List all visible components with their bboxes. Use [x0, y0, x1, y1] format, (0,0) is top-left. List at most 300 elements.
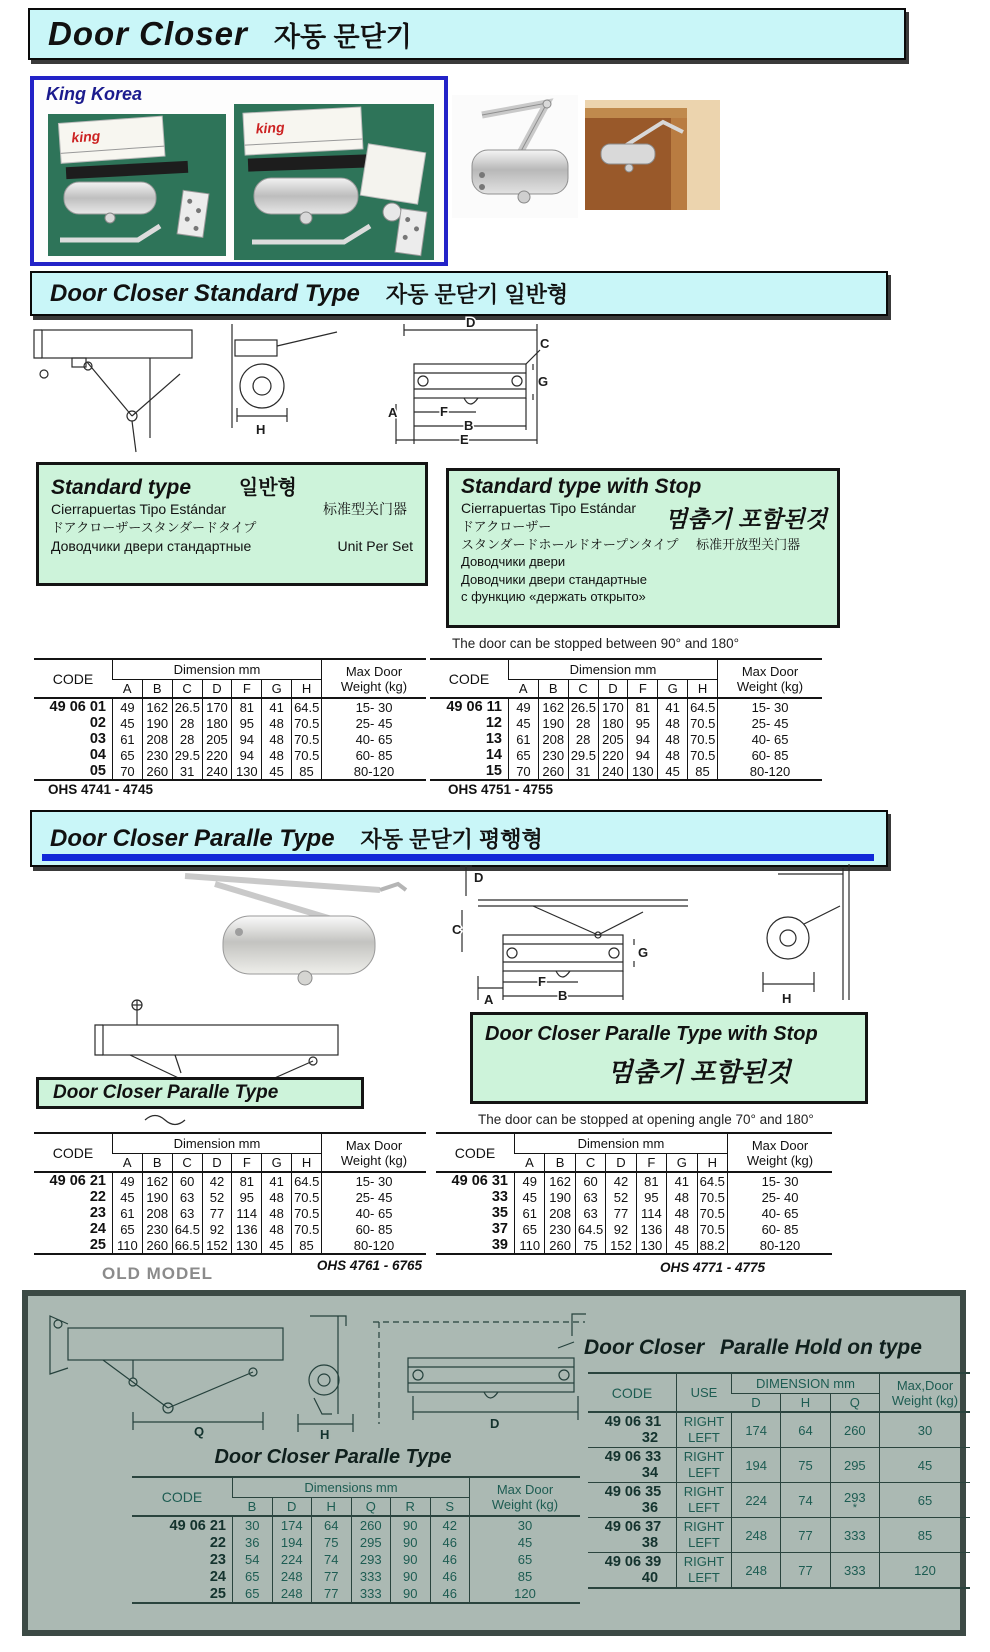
- dim-col-header: R: [391, 1498, 431, 1517]
- weight-header-line: Weight (kg): [891, 1392, 959, 1408]
- code-cell: 04: [89, 747, 106, 763]
- installed-closer-photo: [585, 100, 720, 210]
- dim-col-header: H: [697, 1154, 727, 1173]
- dim-cell: 81: [636, 1172, 666, 1189]
- dim-cell: 90: [391, 1585, 431, 1603]
- dim-col-header: F: [232, 1154, 262, 1173]
- table-row: [588, 1553, 970, 1589]
- dim-cell: 230: [538, 747, 568, 763]
- dim-cell: 260: [142, 763, 172, 780]
- dim-cell: 77: [781, 1553, 830, 1589]
- dim-cell: 63: [172, 1205, 202, 1221]
- dim-label-b: B: [464, 418, 474, 433]
- dim-cell: 48: [262, 1221, 292, 1237]
- dim-col-header: D: [202, 1154, 232, 1173]
- table-row: [34, 1205, 426, 1221]
- dim-cell: 41: [262, 698, 292, 715]
- weight-cell: 60- 85: [718, 747, 823, 763]
- weight-header: [470, 1477, 581, 1516]
- dim-col-header: A: [515, 1154, 545, 1173]
- dim-cell: 70.5: [292, 1221, 322, 1237]
- dim-cell: 190: [538, 715, 568, 731]
- dim-cell: 162: [142, 698, 172, 715]
- dim-cell: 70.5: [292, 1205, 322, 1221]
- dim-cell: 136: [232, 1221, 262, 1237]
- code-line: 40: [641, 1570, 659, 1586]
- spec-table: [430, 658, 822, 781]
- dim-cell: 81: [232, 698, 262, 715]
- code-cell: 02: [89, 715, 106, 731]
- code-header: CODE: [430, 659, 509, 698]
- dim-cell: 65: [113, 1221, 143, 1237]
- code-header: CODE: [132, 1477, 233, 1516]
- use-line: LEFT: [688, 1535, 720, 1550]
- spanish-text: Cierrapuertas Tipo Estándar: [51, 501, 227, 517]
- dim-cell: 61: [113, 731, 143, 747]
- dim-cell: 70.5: [688, 747, 718, 763]
- weight-cell: 40- 65: [718, 731, 823, 747]
- dim-cell: 41: [667, 1172, 697, 1189]
- dim-cell: 31: [568, 763, 598, 780]
- dim-cell: 248: [272, 1585, 312, 1603]
- spec-table: [436, 1132, 832, 1255]
- dim-cell: 224: [272, 1551, 312, 1568]
- hold-on-spec-table: [588, 1372, 970, 1589]
- dim-cell: [830, 1412, 879, 1448]
- standard-box-line-ru: [51, 537, 413, 556]
- chinese-text: 标准开放型关门器: [696, 536, 801, 552]
- dim-cell: 75: [781, 1448, 830, 1483]
- dim-cell: 293: [351, 1551, 391, 1568]
- q-value: 293: [843, 1489, 866, 1505]
- dim-cell: 180: [598, 715, 628, 731]
- dim-col-header: D: [272, 1498, 312, 1517]
- dim-cell: 70.5: [697, 1189, 727, 1205]
- weight-header-line: Max Door: [496, 1481, 554, 1497]
- dim-cell: 190: [545, 1189, 575, 1205]
- weight-cell: 80-120: [718, 763, 823, 780]
- dim-cell: 333: [351, 1585, 391, 1603]
- dim-cell: 94: [628, 747, 658, 763]
- hold-on-title-2: Paralle Hold on type: [720, 1336, 922, 1359]
- russian-text: Доводчики двери стандартные: [51, 537, 252, 554]
- dim-cell: 88.2: [697, 1237, 727, 1254]
- dim-cell: 95: [636, 1189, 666, 1205]
- dim-col-header: B: [142, 1154, 172, 1173]
- dim-cell: 31: [172, 763, 202, 780]
- q-value: 295: [843, 1457, 866, 1473]
- code-cell: 33: [491, 1189, 508, 1205]
- product-kit-photo-2: [234, 104, 434, 260]
- table-row: [132, 1568, 580, 1585]
- dim-cell: 45: [113, 715, 143, 731]
- dim-cell: [830, 1448, 879, 1483]
- dim-cell: 208: [538, 731, 568, 747]
- dim-cell: 48: [262, 731, 292, 747]
- dim-cell: 48: [262, 1189, 292, 1205]
- dim-cell: 152: [606, 1237, 636, 1254]
- table-row: [588, 1412, 970, 1448]
- dim-cell: 70.5: [292, 715, 322, 731]
- standard-box-title: [51, 471, 413, 500]
- table-row: [132, 1585, 580, 1603]
- code-cell: [588, 1448, 677, 1483]
- dim-cell: 70.5: [688, 731, 718, 747]
- dimension-group-header: Dimension mm: [515, 1133, 728, 1154]
- paralle-type-title-bar: [36, 1077, 364, 1109]
- ohs-ref-paralle: OHS 4761 - 6765: [316, 1258, 422, 1273]
- table-row: [430, 747, 822, 763]
- weight-cell: 45: [880, 1448, 971, 1483]
- dim-cell: 64.5: [688, 698, 718, 715]
- dim-col-header: Q: [830, 1394, 879, 1413]
- dim-cell: 48: [658, 731, 688, 747]
- dim-cell: 49: [509, 698, 539, 715]
- q-note: *: [852, 1501, 857, 1514]
- table-row: [34, 763, 426, 780]
- dim-col-header: B: [142, 680, 172, 699]
- table-row: [588, 1483, 970, 1518]
- stop-box-line-ja2: [461, 536, 825, 554]
- dim-cell: 64.5: [172, 1221, 202, 1237]
- weight-header: [718, 659, 823, 698]
- ohs-ref-standard: OHS 4741 - 4745: [48, 782, 154, 797]
- dim-cell: 220: [598, 747, 628, 763]
- dim-cell: 77: [312, 1568, 352, 1585]
- dim-cell: 60: [172, 1172, 202, 1189]
- paralle-stop-korean: 멈춤기 포함된것: [607, 1057, 791, 1087]
- door-closer-photo: [452, 95, 578, 218]
- dim-cell: 162: [538, 698, 568, 715]
- table-row: [34, 698, 426, 715]
- use-line: LEFT: [688, 1570, 720, 1585]
- dim-cell: 295: [351, 1534, 391, 1551]
- dim-cell: 162: [142, 1172, 172, 1189]
- stop-box-title: Standard type with Stop: [461, 475, 702, 498]
- paralle-door-diagram: [85, 995, 355, 1130]
- code-cell: 05: [89, 763, 106, 779]
- dim-cell: 60: [575, 1172, 605, 1189]
- dim-col-header: D: [732, 1394, 781, 1413]
- dim-cell: 95: [232, 715, 262, 731]
- table-row: [430, 731, 822, 747]
- dim-cell: 45: [515, 1189, 545, 1205]
- dim-cell: 152: [202, 1237, 232, 1254]
- dim-cell: 29.5: [172, 747, 202, 763]
- dim-cell: 174: [272, 1516, 312, 1534]
- dim-cell: 65: [233, 1585, 273, 1603]
- dim-cell: [830, 1518, 879, 1553]
- spec-table: [34, 658, 426, 781]
- table-row: [430, 763, 822, 780]
- use-cell: [677, 1412, 732, 1448]
- dim-col-header: G: [658, 680, 688, 699]
- standard-box-title-ko: 일반형: [238, 477, 297, 499]
- dim-cell: 61: [509, 731, 539, 747]
- dim-cell: 77: [312, 1585, 352, 1603]
- dim-col-header: A: [113, 680, 143, 699]
- paralle-stop-spec-table: [436, 1132, 832, 1255]
- dim-cell: 194: [732, 1448, 781, 1483]
- dim-cell: 64.5: [575, 1221, 605, 1237]
- code-cell: 49 06 11: [446, 699, 502, 715]
- weight-cell: 40- 65: [728, 1205, 833, 1221]
- kit-photo-1-art: [48, 114, 226, 256]
- table-row: [132, 1551, 580, 1568]
- dim-cell: 94: [628, 731, 658, 747]
- dim-cell: 46: [430, 1551, 470, 1568]
- dim-cell: 170: [202, 698, 232, 715]
- dim-cell: 248: [732, 1518, 781, 1553]
- weight-cell: 120: [470, 1585, 581, 1603]
- dimension-group-header: Dimensions mm: [233, 1477, 470, 1498]
- dim-label-f: F: [538, 974, 546, 989]
- paralle-type-title: Door Closer Paralle Type: [53, 1082, 279, 1103]
- dim-cell: 260: [538, 763, 568, 780]
- old-model-spec-table: [132, 1476, 580, 1604]
- standard-box-title-en: Standard type: [51, 476, 192, 499]
- dim-label-h: H: [320, 1427, 330, 1442]
- code-cell: [588, 1553, 677, 1589]
- dim-cell: 90: [391, 1534, 431, 1551]
- weight-cell: 120: [880, 1553, 971, 1589]
- stop-box-line-ja1: ドアクローザー: [461, 519, 552, 534]
- dim-cell: 49: [113, 1172, 143, 1189]
- table-row: [436, 1237, 832, 1254]
- weight-cell: 85: [470, 1568, 581, 1585]
- dim-cell: 260: [142, 1237, 172, 1254]
- table-row: [34, 731, 426, 747]
- weight-header-line: Max Door: [345, 663, 403, 679]
- dim-cell: 46: [430, 1585, 470, 1603]
- dim-cell: 85: [292, 763, 322, 780]
- dim-cell: 333: [351, 1568, 391, 1585]
- weight-header-line: Max Door: [345, 1137, 403, 1153]
- stop-box-line-ru3: с функцию «держать открыто»: [461, 589, 646, 604]
- weight-header-line: Weight (kg): [340, 678, 408, 694]
- weight-cell: 60- 85: [322, 747, 427, 763]
- paralle-with-stop-box: [470, 1012, 868, 1104]
- dim-label-a: A: [484, 992, 494, 1007]
- code-cell: 49 06 21: [169, 1517, 226, 1534]
- code-cell: 12: [485, 715, 502, 731]
- table-row: [436, 1189, 832, 1205]
- code-cell: 35: [491, 1205, 508, 1221]
- code-cell: 15: [485, 763, 502, 779]
- code-cell: 22: [209, 1534, 226, 1551]
- dim-cell: 85: [688, 763, 718, 780]
- dim-cell: 230: [142, 1221, 172, 1237]
- paralle-spec-table: [34, 1132, 426, 1255]
- standard-stop-spec-table: [430, 658, 822, 781]
- dim-cell: 42: [202, 1172, 232, 1189]
- dim-cell: 46: [430, 1568, 470, 1585]
- standard-header-english: Door Closer Standard Type: [50, 279, 360, 307]
- code-cell: 23: [209, 1551, 226, 1568]
- weight-header-line: Max,Door: [896, 1377, 954, 1393]
- dim-cell: 48: [667, 1189, 697, 1205]
- weight-cell: 40- 65: [322, 731, 427, 747]
- dim-cell: 95: [232, 1189, 262, 1205]
- weight-header: [880, 1373, 971, 1412]
- weight-header-line: Weight (kg): [736, 678, 804, 694]
- dim-cell: 30: [233, 1516, 273, 1534]
- weight-header: [728, 1133, 833, 1172]
- dim-col-header: S: [430, 1498, 470, 1517]
- standard-section-header: [30, 271, 888, 316]
- paralle-header-korean: 자동 문닫기 평행형: [360, 827, 543, 852]
- installed-photo-art: [585, 100, 720, 210]
- table-row: [132, 1516, 580, 1534]
- dim-cell: 48: [658, 747, 688, 763]
- code-header: CODE: [34, 1133, 113, 1172]
- dim-cell: 70.5: [292, 1189, 322, 1205]
- weight-cell: 60- 85: [728, 1221, 833, 1237]
- code-cell: 14: [485, 747, 502, 763]
- dim-label-h: H: [782, 991, 792, 1006]
- dimension-group-header: Dimension mm: [113, 1133, 322, 1154]
- code-cell: 49 06 21: [49, 1173, 106, 1189]
- dim-col-header: H: [312, 1498, 352, 1517]
- dim-col-header: F: [232, 680, 262, 699]
- code-line: 49 06 35: [604, 1484, 662, 1500]
- dim-cell: 52: [606, 1189, 636, 1205]
- dim-cell: 54: [233, 1551, 273, 1568]
- dim-cell: 90: [391, 1568, 431, 1585]
- dim-cell: 48: [667, 1221, 697, 1237]
- dim-col-header: D: [598, 680, 628, 699]
- code-cell: 37: [491, 1221, 508, 1237]
- code-line: 49 06 31: [604, 1414, 662, 1430]
- dim-cell: 41: [658, 698, 688, 715]
- dim-cell: 90: [391, 1551, 431, 1568]
- dim-col-header: H: [292, 680, 322, 699]
- dim-cell: 260: [351, 1516, 391, 1534]
- dim-cell: 208: [142, 1205, 172, 1221]
- dim-col-header: D: [202, 680, 232, 699]
- japanese-text: スタンダードホールドオープンタイプ: [461, 536, 679, 552]
- code-cell: 39: [491, 1237, 508, 1253]
- dim-cell: 41: [262, 1172, 292, 1189]
- king-box-label: king: [255, 119, 285, 137]
- dim-label-g: G: [638, 945, 649, 960]
- dim-cell: 130: [636, 1237, 666, 1254]
- dim-cell: 63: [575, 1189, 605, 1205]
- dim-cell: 170: [598, 698, 628, 715]
- dim-cell: [830, 1553, 879, 1589]
- dim-col-header: C: [172, 680, 202, 699]
- code-line: 32: [641, 1430, 659, 1446]
- dim-cell: 75: [312, 1534, 352, 1551]
- weight-cell: 25- 45: [322, 715, 427, 731]
- code-cell: 03: [89, 731, 106, 747]
- dim-cell: 49: [515, 1172, 545, 1189]
- dim-cell: [830, 1483, 879, 1518]
- dim-col-header: C: [575, 1154, 605, 1173]
- dim-cell: 65: [515, 1221, 545, 1237]
- dim-label-b: B: [558, 988, 568, 1003]
- dim-col-header: H: [781, 1394, 830, 1413]
- king-box-label: king: [70, 127, 101, 146]
- weight-cell: 65: [880, 1483, 971, 1518]
- table-row: [430, 698, 822, 715]
- dimension-group-header: Dimension mm: [113, 659, 322, 680]
- dim-cell: 70.5: [292, 747, 322, 763]
- dim-label-d: D: [466, 316, 476, 330]
- dim-cell: 130: [232, 763, 262, 780]
- table-row: [436, 1172, 832, 1189]
- use-cell: [677, 1483, 732, 1518]
- title-english: Door Closer: [48, 15, 248, 52]
- dim-label-c: C: [540, 336, 550, 351]
- code-header: CODE: [588, 1373, 677, 1412]
- weight-header: [322, 659, 427, 698]
- table-row: [436, 1221, 832, 1237]
- door-closer-photo-art: [452, 95, 578, 218]
- dim-cell: 208: [545, 1205, 575, 1221]
- weight-cell: 25- 45: [322, 1189, 427, 1205]
- dim-cell: 74: [312, 1551, 352, 1568]
- dim-cell: 94: [232, 731, 262, 747]
- dim-col-header: B: [538, 680, 568, 699]
- q-value: 260: [843, 1422, 866, 1438]
- dim-col-header: B: [545, 1154, 575, 1173]
- dim-cell: 230: [142, 747, 172, 763]
- brand-label: King Korea: [46, 84, 143, 104]
- chinese-text: 标准型关门器: [323, 501, 407, 517]
- weight-cell: 15- 30: [322, 698, 427, 715]
- dim-cell: 75: [575, 1237, 605, 1254]
- dim-cell: 240: [202, 763, 232, 780]
- dim-cell: 26.5: [172, 698, 202, 715]
- use-cell: [677, 1518, 732, 1553]
- code-cell: 24: [89, 1221, 106, 1237]
- dim-cell: 45: [262, 1237, 292, 1254]
- code-line: 49 06 39: [604, 1554, 662, 1570]
- stop-box-korean: 멈춤기 포함된것: [665, 506, 827, 532]
- code-cell: 25: [89, 1237, 106, 1253]
- q-value: 333: [843, 1527, 866, 1543]
- standard-box-line-ja: ドアクローザースタンダードタイプ: [51, 520, 257, 535]
- dim-col-header: G: [262, 1154, 292, 1173]
- dim-col-header: H: [292, 1154, 322, 1173]
- dim-cell: 70.5: [292, 731, 322, 747]
- code-line: 34: [641, 1465, 659, 1481]
- dim-cell: 205: [202, 731, 232, 747]
- weight-cell: 45: [470, 1534, 581, 1551]
- code-cell: 25: [209, 1585, 226, 1602]
- dim-cell: 48: [658, 715, 688, 731]
- dim-cell: 77: [202, 1205, 232, 1221]
- dim-cell: 48: [667, 1205, 697, 1221]
- dim-col-header: A: [113, 1154, 143, 1173]
- standard-type-info-box: [36, 462, 428, 586]
- paralle-stop-note: The door can be stopped at opening angle 70° and 180°: [478, 1112, 814, 1127]
- dim-cell: 64.5: [292, 1172, 322, 1189]
- standard-header-korean: 자동 문닫기 일반형: [385, 282, 569, 307]
- dim-label-g: G: [538, 374, 549, 389]
- dim-cell: 64.5: [292, 698, 322, 715]
- dim-cell: 70.5: [688, 715, 718, 731]
- ohs-ref-standard-stop: OHS 4751 - 4755: [448, 782, 554, 797]
- code-line: 49 06 37: [604, 1519, 662, 1535]
- stop-box-line-ru1: Доводчики двери: [461, 554, 566, 569]
- dim-cell: 81: [232, 1172, 262, 1189]
- dim-cell: 64: [781, 1412, 830, 1448]
- dim-cell: 52: [202, 1189, 232, 1205]
- dim-col-header: G: [667, 1154, 697, 1173]
- dim-cell: 63: [172, 1189, 202, 1205]
